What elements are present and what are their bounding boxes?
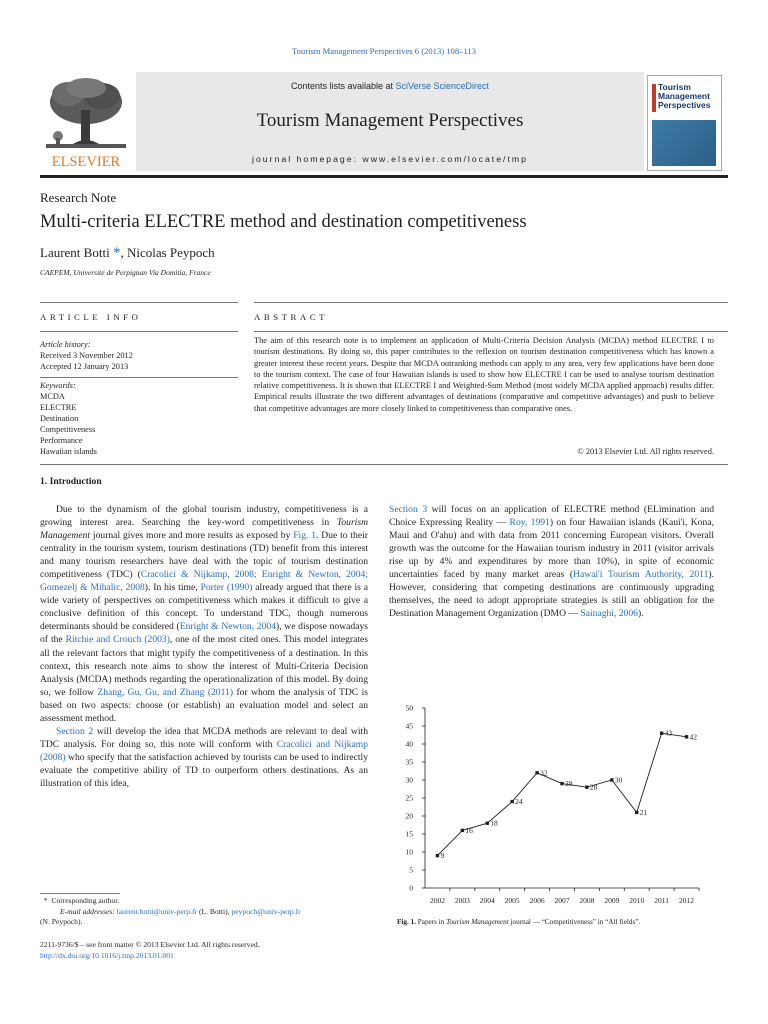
x-tick-label: 2002 [429,896,445,905]
author-1: Laurent Botti [40,245,110,260]
abstract-rule-mid [254,331,728,332]
abstract-rule-top [254,302,728,303]
info-rule-mid [40,331,238,332]
doi-link[interactable]: http://dx.doi.org/10.1016/j.tmp.2013.01.001 [40,951,174,960]
paragraph-text: who specify that the satisfaction achieved by tourists can be used to indirectly evaluate the competitive ability of TD to outperform others destinations. As an illustration of this idea, [40,751,368,789]
elsevier-logo [40,72,132,171]
sciencedirect-link[interactable]: SciVerse ScienceDirect [395,81,490,91]
y-tick-label: 0 [409,883,413,893]
elsevier-tree-icon [40,72,132,171]
data-label: 42 [689,732,698,742]
cover-title: Tourism Management Perspectives [658,82,711,110]
cover-accent [652,84,656,112]
email-label: E-mail addresses: [60,906,115,916]
data-point [560,782,563,785]
intro-heading: 1. Introduction [40,476,102,487]
y-tick-label: 15 [405,829,413,839]
data-label: 16 [465,825,473,835]
data-label: 43 [664,728,673,738]
abstract-text: The aim of this research note is to implement an application of Multi-Criteria Decision Analysis (MCDA) method ELECTRE I to tourism destinations. By doing so, this paper contributes to the reflexion on tourism destination competitiveness which has known a greater interest these recent years. Despite that MCDA outranking methods can apply to any area, very few applications have been done to the tourism context. The case of four Hawaiian islands is used to show how ELECTRE I can be used to analyse tourism destination relative competitiveness. It is shown that ELECTRE I and Weighted-Sum Method (most widely MCDA applied approach) results differ. Empirical results illustrate the two different advantages of destinations (comparative and competitive advantages) and push to believe that competitive advantages are more closely linked to competitiveness than comparative ones. [254,336,714,413]
intro-paragraph-3 [389,503,714,620]
contents-line [136,81,644,91]
paragraph-text: for whom the analysis of TDC is based on two aspects: choose (or establish) an evaluation model and select an assessment method. [40,686,368,724]
citation-link[interactable]: Enright & Newton, 2004 [179,621,276,633]
x-tick-label: 2008 [579,896,595,905]
paragraph-text: ) on four Hawaiian islands (Kaui'i, Kona, Maui and O'ahu) and with data from 2011 concerning European visitors. Overall growth was the outcome for the Hawaiian tourism industry in 2011 (visitor arrivals rise up by 4% and expenditures by more than 10%), in spite of economic uncertainties faced by many market areas ( [389,517,714,581]
y-tick-label: 45 [405,721,413,731]
citation-link[interactable]: Zhang, Gu, Gu, and Zhang (2011) [97,686,234,698]
citation-link[interactable]: Section 2 [56,725,94,737]
citation-link[interactable]: Section 3 [389,504,428,515]
journal-cover [644,72,728,171]
data-label: 29 [565,779,573,789]
data-point [585,786,588,789]
journal-header [40,72,728,171]
journal-title: Tourism Management Perspectives [256,110,524,131]
data-point [610,778,613,781]
header-rule [40,175,728,178]
email-link-peypoch[interactable]: peypoch@univ-perp.fr [231,906,301,916]
issn-line: 2211-9736/$ – see front matter © 2013 Elsevier Ltd. All rights reserved. [40,940,260,949]
data-point [535,771,538,774]
citation-link[interactable]: Porter (1990) [200,582,253,594]
x-tick-label: 2003 [454,896,470,905]
keyword-item: Performance [40,436,83,445]
citation-link[interactable]: Fig. 1 [293,530,317,542]
data-point [685,735,688,738]
x-tick-label: 2006 [529,896,545,905]
abstract-heading: ABSTRACT [254,312,328,322]
figure-caption-post: journal — “Competitiveness” in “All fields”. [508,918,641,926]
paragraph-text: ). However, considering that competing destinations are continuously upgrading themselves, the need to adopt appropriate strategies is still an obligation for the Destination Management Organization (DMO — [389,569,714,620]
citation-link[interactable]: Roy, 1991 [509,517,550,529]
y-tick-label: 35 [405,757,413,767]
paragraph-text: ). [637,608,644,620]
data-point [461,829,464,832]
article-type: Research Note [40,190,117,205]
y-tick-label: 50 [405,703,413,713]
data-label: 21 [639,807,648,817]
journal-homepage[interactable]: journal homepage: www.elsevier.com/locate/tmp [252,154,528,164]
keywords-label: Keywords: [40,381,76,390]
paragraph-text: will develop the idea that MCDA methods are relevant to deal with TDC analysis. For doing so, this note will conform with [40,725,368,750]
x-tick-label: 2005 [504,896,520,905]
data-label: 24 [515,797,523,807]
corresponding-author-label: Corresponding author. [51,896,120,905]
author-list [40,245,215,262]
corresponding-author-note [40,896,370,907]
paragraph-text: ), we dispose nowadays of the [40,621,368,646]
paragraph-text: , one of the most cited ones. This model integrates all the relevant factors that might typify the competitiveness of a destination. In this context, this research note aims to show the interest of Multi-Criteria Decision Analysis (MCDA) methods regarding the operationalization of this model. By doing so, we follow [40,634,368,698]
data-point [635,811,638,814]
email-line [40,907,370,918]
x-tick-label: 2010 [629,896,645,905]
figure-caption-label: Fig. 1. [397,918,416,926]
running-head[interactable] [0,46,768,56]
info-rule-top [40,302,238,303]
accepted-date: Accepted 12 January 2013 [40,362,129,371]
affiliation: CAEPEM, Université de Perpignan Via Domitia, France [40,268,211,277]
citation-link[interactable]: Sainaghi, 2006 [580,608,638,620]
paragraph-text: ). In his time, [144,582,201,594]
intro-paragraph-1 [40,503,368,725]
keyword-item: Competitiveness [40,425,96,434]
data-label: 32 [540,768,548,778]
keyword-item: ELECTRE [40,403,77,412]
data-label: 28 [589,782,598,792]
figure-1-caption [397,918,640,926]
cover-image [647,75,722,171]
data-label: 18 [490,818,498,828]
journal-banner [136,72,644,171]
footnote [40,896,370,928]
data-point [436,854,439,857]
paragraph-text: will focus on an application of ELECTRE method (ELimination and Choice Expressing Reality — [389,504,714,529]
data-point [486,822,489,825]
elsevier-wordmark: ELSEVIER [51,154,121,170]
x-tick-label: 2012 [679,896,695,905]
email-owner-botti: (L. Botti), [198,906,230,916]
data-point [510,800,513,803]
info-rule-keywords [40,377,238,378]
citation-link[interactable]: Cracolici & Nijkamp, 2008; Enright & Newton, 2004; Gomezelj & Mihalic, 2008 [40,569,368,594]
x-tick-label: 2007 [554,896,570,905]
y-tick-label: 25 [405,793,413,803]
y-tick-label: 20 [405,811,413,821]
paragraph-text: journal gives more and more results as exposed by [90,530,294,542]
keyword-item: Hawaiian islands [40,447,97,456]
citation-link[interactable]: Hawai'i Tourism Authority, 2011 [573,569,709,581]
citation-link[interactable]: Cracolici and Nijkamp (2008) [40,738,368,763]
x-tick-label: 2009 [604,896,620,905]
author-2: , Nicolas Peypoch [120,245,215,260]
running-head-link[interactable]: Tourism Management Perspectives 6 (2013) 108–113 [291,46,477,56]
figure-1-chart [389,698,714,908]
y-tick-label: 10 [405,847,413,857]
paragraph-text: Due to the dynamism of the global tourism industry, competitiveness is a growing interest area. Searching the key-word competitiveness in [40,504,368,529]
footnote-mark: * [43,896,48,905]
paragraph-text: . Due to their centrality in the tourism system, tourism destinations (TD) benefit from this interest and many tourism researchers have deal with the topic of tourism destination competitiveness (TDC) ( [40,530,368,581]
corresponding-author-mark[interactable]: * [112,245,121,261]
left-column [40,503,368,790]
cover-map-image [652,120,716,166]
article-title: Multi-criteria ELECTRE method and destination competitiveness [40,212,527,232]
abstract-copyright: © 2013 Elsevier Ltd. All rights reserved. [577,447,714,456]
keyword-item: MCDA [40,392,65,401]
doi-line[interactable] [40,951,174,962]
figure-caption-journal: Tourism Management [446,918,509,926]
history-label: Article history: [40,340,91,349]
data-label: 30 [614,775,623,785]
article-info-heading: ARTICLE INFO [40,312,142,322]
received-date: Received 3 November 2012 [40,351,133,360]
contents-prefix: Contents lists available at [290,81,393,91]
citation-link[interactable]: Ritchie and Crouch (2003) [65,634,170,646]
italic-text: Tourism Management [40,517,368,542]
paragraph-text: already argued that there is a wide variety of perspectives on competitiveness which makes it difficult to give a conclusive definition of this concept. To understand TDC, though numerous determinants should be considered ( [40,582,369,633]
article-info [40,339,133,372]
data-point [660,732,663,735]
keywords [40,380,97,457]
email-owner-peypoch: (N. Peypoch). [40,917,83,926]
abstract-rule-bottom [40,464,728,465]
figure-caption-pre: Papers in [415,918,447,926]
y-tick-label: 30 [405,775,413,785]
y-tick-label: 40 [405,739,413,749]
data-label: 9 [440,851,445,861]
intro-paragraph-2 [40,725,368,790]
right-column [389,503,714,620]
footnote-rule [40,893,120,894]
x-tick-label: 2004 [479,896,495,905]
x-tick-label: 2011 [654,896,670,905]
series-line [437,733,686,855]
keyword-item: Destination [40,414,79,423]
email-link-botti[interactable]: laurent.botti@univ-perp.fr [116,906,198,916]
y-tick-label: 5 [409,865,413,875]
